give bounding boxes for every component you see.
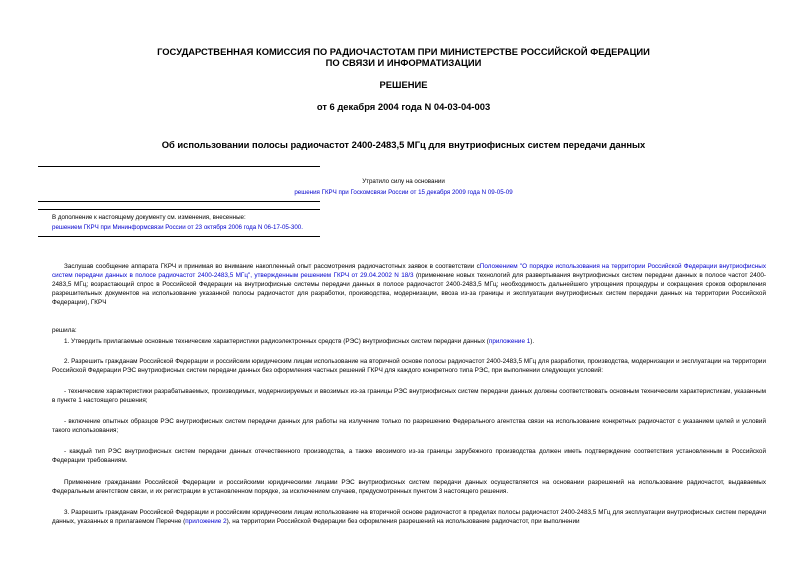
divider <box>38 209 320 210</box>
regulation-link[interactable]: Положением "О порядке использования на территории Российской Федерации внутриофисных систем передачи данных в полосе радиочастот 2400-2483,5 МГц", утвержденным решением ГКРЧ от 29.04.2002 N 18/3 <box>52 263 766 279</box>
status-note: Утратило силу на основании <box>362 178 445 185</box>
doc-type: РЕШЕНИЕ <box>379 79 428 90</box>
item-1 <box>52 337 766 346</box>
divider <box>38 166 320 167</box>
bullet-1: - технические характеристики разрабатываемых, производимых, модернизируемых и ввозимых из-за границы РЭС внутриофисных систем передачи данных должны соответствовать основным техническим характеристикам, указанным в пункте 1 настоящего решения; <box>52 388 766 404</box>
item-1-text: 1. Утвердить прилагаемые основные технические характеристики радиоэлектронных средств (РЭС) внутриофисных систем передачи данных ( <box>64 338 489 345</box>
bullet-3: - каждый тип РЭС внутриофисных систем передачи данных отечественного производства, а также ввозимого из-за границы зарубежного производства должен иметь подтверждение соответствия установленным в Российской Федерации требованиям. <box>52 448 766 464</box>
usage-paragraph: Применение гражданами Российской Федерации и российскими юридическими лицами РЭС внутриофисных систем передачи данных осуществляется на основании разрешений на использование радиочастот, выдаваемых Федеральным агентством связи, и их регистрации в установленном порядке, за исключением случаев, предусмотренных пунктом 3 настоящего решения. <box>52 479 766 495</box>
decided-label: решила: <box>52 327 77 334</box>
org-title-line2: ПО СВЯЗИ И ИНФОРМАТИЗАЦИИ <box>325 57 482 68</box>
annex-1-link[interactable]: приложение 1 <box>488 338 531 345</box>
item-2: 2. Разрешить гражданам Российской Федерации и российским юридическим лицам использование на вторичной основе полосы радиочастот 2400-2483,5 МГц для разработки, производства, модернизации и эксплуатации на территории Российской Федерации РЭС внутриофисных систем передачи данных без оформления частных решений ГКРЧ для каждого конкретного типа РЭС, при выполнении следующих условий: <box>52 358 766 374</box>
amend-note-link[interactable]: решением ГКРЧ при Мининформсвязи России от 23 октября 2006 года N 06-17-05-300. <box>52 224 303 231</box>
item-3-tail: ), на территории Российской Федерации без оформления разрешений на использование радиочастот, при выполнении <box>226 518 580 525</box>
divider <box>38 201 320 202</box>
amend-note: В дополнение к настоящему документу см. изменения, внесенные: <box>52 214 246 221</box>
preamble-paragraph <box>52 262 766 307</box>
divider <box>38 236 320 237</box>
org-title-line1: ГОСУДАРСТВЕННАЯ КОМИССИЯ ПО РАДИОЧАСТОТАМ ПРИ МИНИСТЕРСТВЕ РОССИЙСКОЙ ФЕДЕРАЦИИ <box>157 46 650 57</box>
status-note-link[interactable]: решения ГКРЧ при Госкомсвязи России от 15 декабря 2009 года N 09-05-09 <box>294 189 513 196</box>
doc-date-number: от 6 декабря 2004 года N 04-03-04-003 <box>316 101 491 112</box>
item-3 <box>52 508 766 526</box>
item-1-tail: ). <box>530 338 535 345</box>
doc-subject: Об использовании полосы радиочастот 2400-2483,5 МГц для внутриофисных систем передачи данных <box>161 139 646 150</box>
preamble-text-2: (применение новых технологий для развертывания внутриофисных систем передачи данных в полосе частот 2400-2483,5 МГц; возрастающий спрос в Российской Федерации на внутриофисные системы передачи данных в полосе радиочастот 2400-2483,5 МГц; необходимость дальнейшего упрощения процедуры и сокращения сроков оформления разрешительных документов на использование указанной полосы радиочастот для разработки, производства, модернизации, ввоза из-за границы и эксплуатации внутриофисных систем передачи данных на территории Российской Федерации), ГКРЧ <box>52 272 766 306</box>
annex-2-link[interactable]: приложение 2 <box>185 518 227 525</box>
bullet-2: - включение опытных образцов РЭС внутриофисных систем передачи данных для работы на излучение только по разрешению Федерального агентства связи на использование конкретных радиочастот с указанием целей и условий такого использования; <box>52 418 766 434</box>
preamble-text: Заслушав сообщение аппарата ГКРЧ и принимая во внимание накопленный опыт рассмотрения радиочастотных заявок в соответствии с <box>64 263 480 270</box>
item-3-text: 3. Разрешить гражданам Российской Федерации и российским юридическим лицам использование на вторичной основе радиочастот в пределах полосы радиочастот 2400-2483,5 МГц для эксплуатации внутриофисных систем передачи данных, указанных в прилагаемом Перечне ( <box>52 509 766 525</box>
